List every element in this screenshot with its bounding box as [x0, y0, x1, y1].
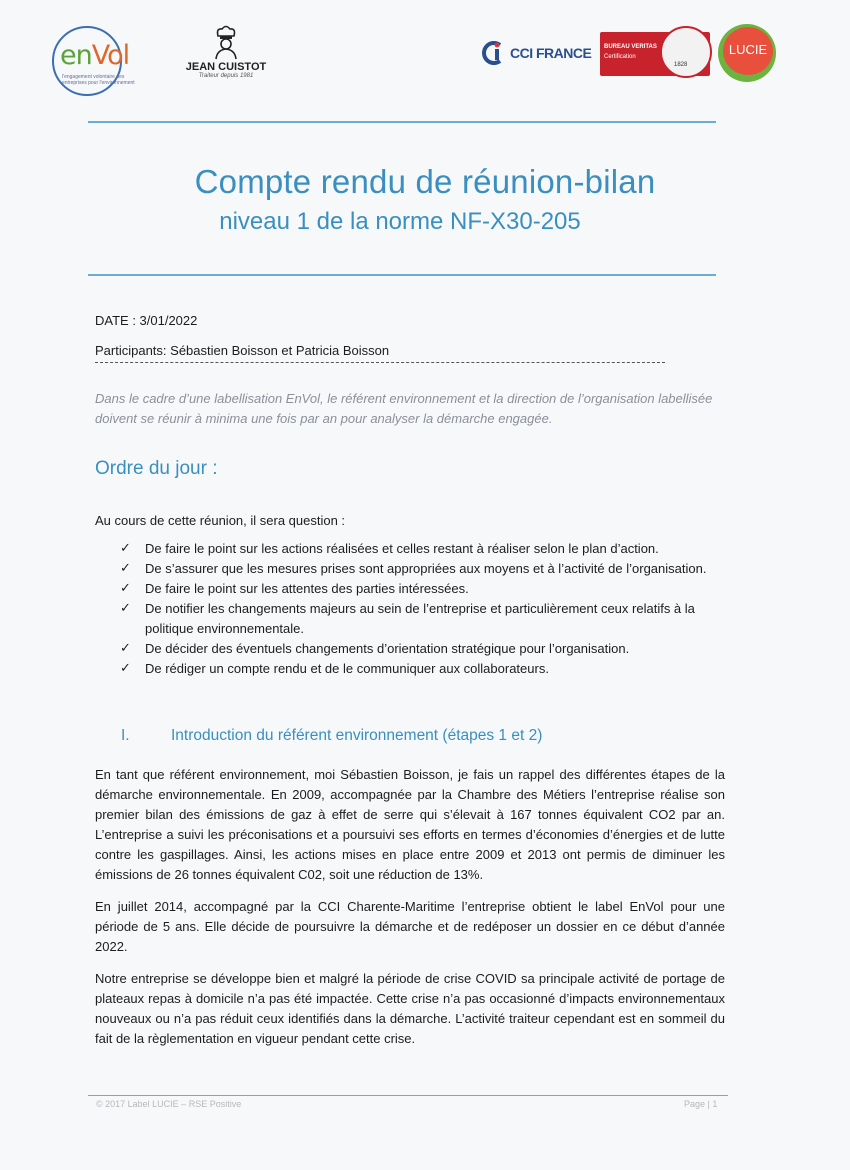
agenda-item [118, 659, 723, 679]
meeting-date: DATE : 3/01/2022 [95, 313, 198, 328]
intro-note: Dans le cadre d’une labellisation EnVol, le référent environnement et la direction de l’organisation labellisée doivent se réunir à minima une fois par an pour analyser la démarche engagée. [95, 391, 713, 426]
envol-logo-word: enVol [60, 40, 130, 71]
meeting-participants: Participants: Sébastien Boisson et Patricia Boisson [95, 343, 390, 358]
footer-page-number: Page | 1 [684, 1099, 718, 1109]
envol-logo [52, 26, 146, 94]
agenda-list [118, 539, 723, 679]
checkmark-icon: ✓ [120, 661, 131, 676]
agenda-item-text: De faire le point sur les actions réalisées et celles restant à réaliser selon le plan d’action. [145, 541, 659, 556]
lucie-logo-text: LUCIE [728, 42, 768, 57]
agenda-item-text: De s’assurer que les mesures prises sont appropriées aux moyens et à l’activité de l’organisation. [145, 561, 707, 576]
agenda-lead: Au cours de cette réunion, il sera question : [95, 513, 346, 528]
section-1-paragraph-3: Notre entreprise se développe bien et malgré la période de crise COVID sa principale activité de portage de plateaux repas à domicile n’a pas été impactée. Cette crise n’a pas occasionné d’impacts environnementaux nouveaux ou n’a pas réduit ceux identifiés dans la démarche. L’activité traiteur cependant est en sommeil du fait de la règlementation en vigueur pendant cette crise. [95, 971, 725, 1046]
agenda-item [118, 539, 723, 559]
bureau-veritas-cert: Certification [604, 54, 636, 60]
agenda-item-text: De faire le point sur les attentes des parties intéressées. [145, 581, 469, 596]
checkmark-icon: ✓ [120, 601, 131, 616]
agenda-item-text: De notifier les changements majeurs au sein de l’entreprise et particulièrement ceux relatifs à la politique environnementale. [145, 601, 695, 636]
checkmark-icon: ✓ [120, 541, 131, 556]
section-1-paragraph-2: En juillet 2014, accompagné par la CCI Charente-Maritime l’entreprise obtient le label EnVol pour une période de 5 ans. Elle décide de poursuivre la démarche et de redéposer un dossier en ce début d’année 2022. [95, 899, 725, 954]
header-divider-top [88, 121, 716, 123]
page-subtitle: niveau 1 de la norme NF-X30-205 [219, 208, 581, 235]
checkmark-icon: ✓ [120, 581, 131, 596]
agenda-item [118, 579, 723, 599]
header-divider-bottom [88, 274, 716, 276]
checkmark-icon: ✓ [120, 561, 131, 576]
section-1-heading [121, 727, 542, 745]
checkmark-icon: ✓ [120, 641, 131, 656]
agenda-item [118, 639, 723, 659]
agenda-item [118, 559, 723, 579]
agenda-item-text: De rédiger un compte rendu et de le communiquer aux collaborateurs. [145, 661, 549, 676]
cci-mark-icon [480, 40, 506, 66]
bureau-veritas-logo [600, 32, 710, 76]
jean-cuistot-name: JEAN CUISTOT [185, 61, 267, 73]
agenda-item-text: De décider des éventuels changements d’orientation stratégique pour l’organisation. [145, 641, 630, 656]
jean-cuistot-tagline: Traiteur depuis 1981 [198, 73, 254, 79]
agenda-item [118, 599, 723, 639]
cci-france-logo [480, 40, 592, 66]
dashed-separator [95, 362, 665, 363]
cci-france-text: CCI FRANCE [510, 45, 592, 61]
jean-cuistot-logo [184, 24, 268, 88]
page-title: Compte rendu de réunion-bilan [194, 163, 656, 200]
footer-copyright: © 2017 Label LUCIE – RSE Positive [96, 1099, 242, 1109]
bureau-veritas-seal-icon [660, 26, 712, 78]
lucie-logo [718, 24, 780, 80]
bureau-veritas-year: 1828 [674, 62, 688, 68]
section-1-number: I. [121, 727, 130, 744]
section-1-title: Introduction du référent environnement (étapes 1 et 2) [171, 727, 543, 744]
section-1-paragraph-1: En tant que référent environnement, moi Sébastien Boisson, je fais un rappel des différentes étapes de la démarche environnementale. En 2009, accompagnée par la Chambre des Métiers l’entreprise réalise son premier bilan des émissions de gaz à effet de serre qui s’élevait à 167 tonnes équivalent CO2 par an. L’entreprise a suivi les préconisations et a poursuivi ses efforts en termes d’économies d’énergies et de lutte contre les gaspillages. Ainsi, les actions mises en place entre 2009 et 2013 ont permis de diminuer les émissions de 26 tonnes équivalent C02, soit une réduction de 13%. [95, 767, 725, 882]
bureau-veritas-name: BUREAU VERITAS [604, 44, 657, 50]
chef-icon [208, 24, 244, 60]
envol-logo-tagline: l'engagement volontaire des entreprises pour l'environnement [62, 74, 135, 86]
footer-divider [88, 1095, 728, 1096]
agenda-heading: Ordre du jour : [95, 458, 218, 479]
